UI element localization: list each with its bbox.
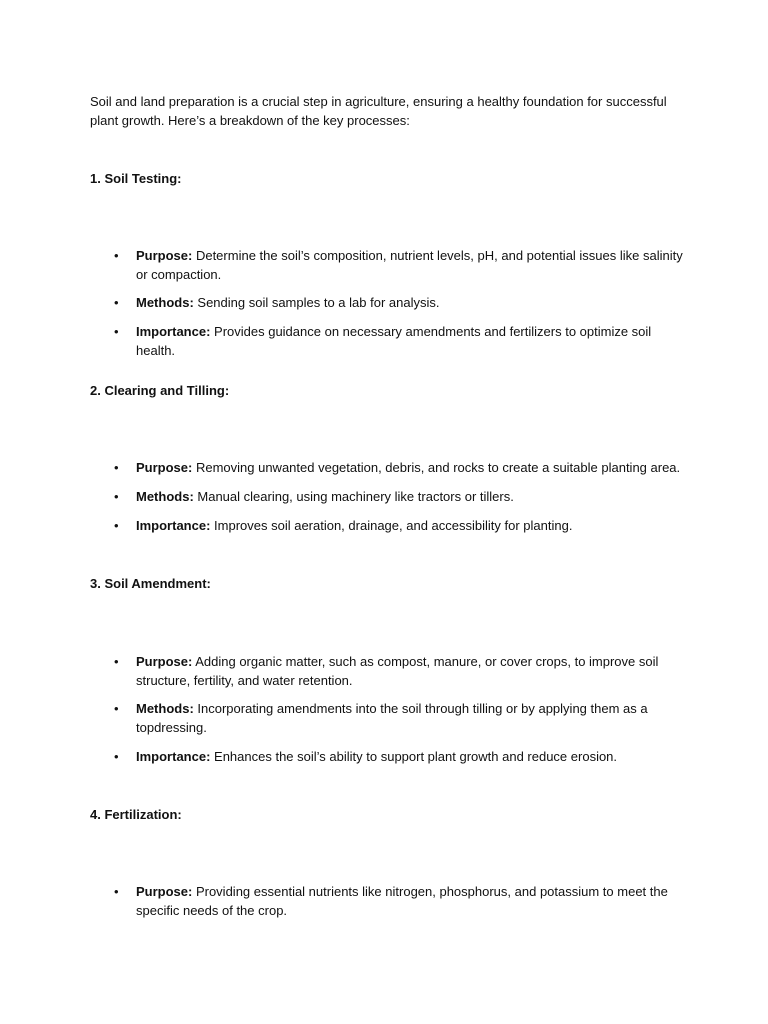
bullet-text: Providing essential nutrients like nitrogen, phosphorus, and potassium to meet the specific needs of the crop. xyxy=(136,884,668,918)
list-item xyxy=(136,652,684,690)
bullet-text: Removing unwanted vegetation, debris, and rocks to create a suitable planting area. xyxy=(192,460,681,475)
bullet-text: Incorporating amendments into the soil through tilling or by applying them as a topdressing. xyxy=(136,701,648,735)
list-item xyxy=(136,293,684,312)
bullet-text: Determine the soil’s composition, nutrient levels, pH, and potential issues like salinity or compaction. xyxy=(136,248,683,282)
list-item xyxy=(136,747,684,766)
intro-paragraph: Soil and land preparation is a crucial step in agriculture, ensuring a healthy foundation for successful plant growth. Here’s a breakdown of the key processes: xyxy=(90,94,667,128)
bullet-label: Purpose: xyxy=(136,248,193,263)
bullet-label: Methods: xyxy=(136,701,194,716)
bullet-label: Purpose: xyxy=(136,460,193,475)
bullet-label: Methods: xyxy=(136,295,194,310)
bullet-text: Provides guidance on necessary amendments and fertilizers to optimize soil health. xyxy=(136,324,652,358)
list-item xyxy=(136,322,684,360)
bullet-label: Purpose: xyxy=(136,654,193,669)
section-heading-soil-testing: 1. Soil Testing: xyxy=(90,171,182,186)
bullet-text: Manual clearing, using machinery like tractors or tillers. xyxy=(193,489,514,504)
bullet-label: Methods: xyxy=(136,489,194,504)
bullet-label: Importance: xyxy=(136,749,211,764)
list-item xyxy=(136,458,684,477)
list-item xyxy=(136,516,684,535)
bullet-text: Adding organic matter, such as compost, manure, or cover crops, to improve soil structure, fertility, and water retention. xyxy=(136,654,659,688)
list-item xyxy=(136,487,684,506)
list-item xyxy=(136,882,684,920)
bullet-label: Purpose: xyxy=(136,884,193,899)
list-item xyxy=(136,246,684,284)
bullet-text: Enhances the soil’s ability to support plant growth and reduce erosion. xyxy=(210,749,618,764)
bullet-label: Importance: xyxy=(136,518,211,533)
bullet-text: Improves soil aeration, drainage, and accessibility for planting. xyxy=(210,518,573,533)
section-heading-soil-amendment: 3. Soil Amendment: xyxy=(90,576,211,591)
bullet-label: Importance: xyxy=(136,324,211,339)
list-item xyxy=(136,699,684,737)
bullet-text: Sending soil samples to a lab for analysis. xyxy=(193,295,440,310)
section-heading-clearing-tilling: 2. Clearing and Tilling: xyxy=(90,383,230,398)
section-heading-fertilization: 4. Fertilization: xyxy=(90,807,182,822)
